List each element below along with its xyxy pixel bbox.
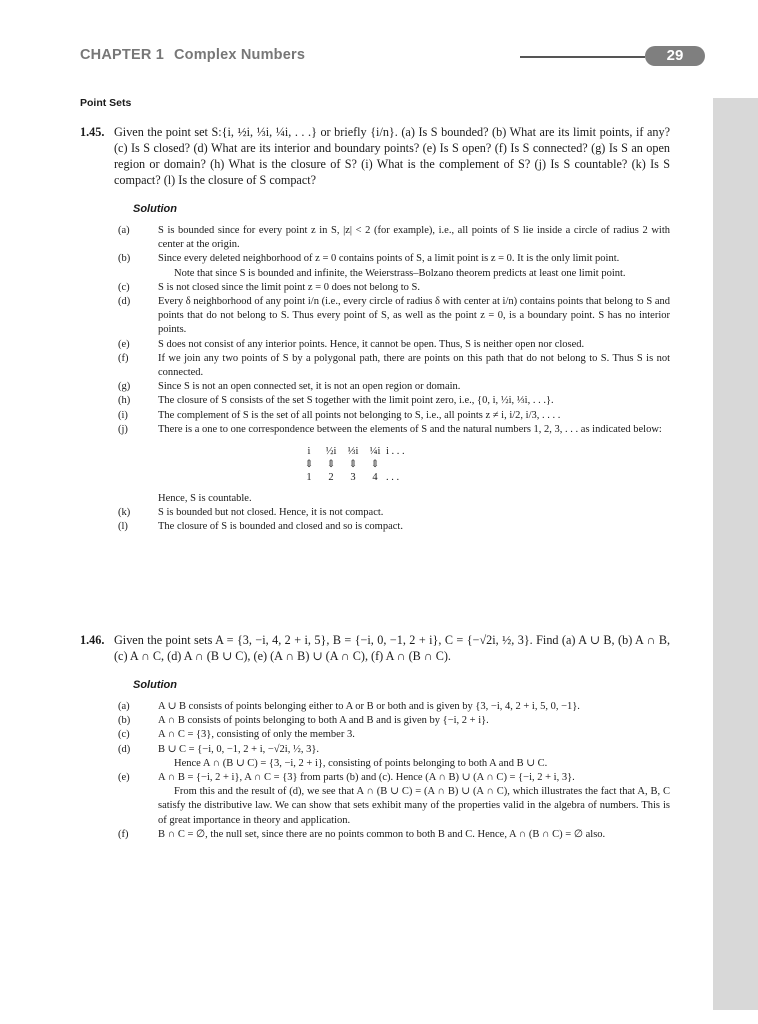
item-text: The complement of S is the set of all points not belonging to S, i.e., all points z ≠ i, i/2, i/3, . . . . [158,409,561,421]
solution-item [118,700,670,714]
problem-number: 1.45. [80,125,105,139]
corr-bottom: 4 [372,472,378,484]
solution-item [118,338,670,352]
chapter-heading [80,47,305,63]
item-text: Hence A ∩ (B ∪ C) = {3, −i, 2 + i}, consisting of points belonging to both A and B ∪ C. [174,757,548,769]
solution-heading-1-46: Solution [133,679,177,691]
item-text: S is bounded since for every point z in S, |z| < 2 (for example), i.e., all points of S lie inside a circle of radius 2 with center at the origin. [158,225,670,251]
corr-bottom: 1 [306,472,312,484]
corr-bottom: . . . [386,472,400,484]
problem-text: Given the point sets A = {3, −i, 4, 2 + i, 5}, B = {−i, 0, −1, 2 + i}, C = {−√2i, ½, 3}. Find (a) A ∪ B, (b) A ∩ B, (c) A ∩ C, (d) A ∩ (B ∪ C), (e) (A ∩ B) ∪ (A ∩ C), (f) A ∩ (B ∩ C). [114,633,670,663]
solution-item [118,757,670,771]
solution-list-1-46 [118,700,670,842]
item-text: Since S is not an open connected set, it is not an open region or domain. [158,381,461,393]
problem-1-46 [80,632,670,664]
item-label: (g) [118,381,131,393]
item-text: A ∩ B consists of points belonging to both A and B and is given by {−i, 2 + i}. [158,715,489,727]
problem-text: Given the point set S:{i, ½i, ⅓i, ¼i, . . .} or briefly {i/n}. (a) Is S bounded? (b) What are its limit points, if any? (c) Is S closed? (d) What are its interior and boundary points? (e) Is S open? (f) Is S connected? (g) Is S an open region or domain? (h) What is the closure of S? (i) What is the complement of S? (j) Is S countable? (k) Is S compact? (l) Is the closure of S compact? [114,125,670,187]
item-label: (b) [118,715,131,727]
solution-heading-1-45: Solution [133,203,177,215]
corr-top: ½i [325,446,337,458]
solution-item [118,714,670,728]
solution-item [118,252,670,266]
correspondence-table [118,445,670,484]
item-text: S is bounded but not closed. Hence, it is not compact. [158,507,384,519]
item-label: (a) [118,701,130,712]
solution-list-1-45 [118,224,670,535]
item-text: B ∪ C = {−i, 0, −1, 2 + i, −√2i, ½, 3}. [158,743,320,755]
item-text: Every δ neighborhood of any point i/n (i.e., every circle of radius δ with center at i/n) contains points that belong to S and points that do not belong to S. Thus every point of S, as well as the point z = 0, is a boundary point. S has no interior points. [158,296,670,336]
corr-arrow: ⇕ [304,459,314,471]
solution-item [118,394,670,408]
corr-top: ⅓i [347,446,359,458]
chapter-title: Complex Numbers [173,47,306,63]
item-label: (d) [118,296,131,308]
solution-item [118,295,670,338]
corr-arrow-empty [386,458,416,471]
page-number: 29 [645,46,705,66]
solution-item [118,506,670,520]
solution-item [118,520,670,534]
solution-item [118,785,670,828]
solution-item [118,828,670,842]
item-label: (h) [118,395,131,407]
corr-arrow: ⇕ [348,459,358,471]
solution-item [118,352,670,380]
solution-item [118,380,670,394]
item-text: If we join any two points of S by a polygonal path, there are points on this path that do not belong to S. Thus S is not connected. [158,352,670,379]
item-text: B ∩ C = ∅, the null set, since there are no points common to both B and C. Hence, A ∩ (B ∩ C) = ∅ also. [158,828,606,840]
item-text: Note that since S is bounded and infinite, the Weierstrass–Bolzano theorem predicts at least one limit point. [174,267,626,279]
item-text: A ∩ B = {−i, 2 + i}, A ∩ C = {3} from parts (b) and (c). Hence (A ∩ B) ∪ (A ∩ C) = {−i, 2 + i, 3}. [158,772,575,784]
item-label: (d) [118,743,131,755]
item-label: (b) [118,253,131,265]
item-text: From this and the result of (d), we see that A ∩ (B ∪ C) = (A ∩ B) ∪ (A ∩ C), which illustrates the fact that A, B, C satisfy the distributive law. We can show that sets exhibit many of the properties valid in the algebra of numbers. This is of great importance in theory and application. [158,786,670,826]
item-text: A ∩ C = {3}, consisting of only the member 3. [158,729,355,741]
solution-item [118,224,670,252]
item-text: S does not consist of any interior points. Hence, it cannot be open. Thus, S is neither open nor closed. [158,338,585,350]
page-header [80,44,684,72]
section-title: Point Sets [80,97,132,109]
item-label: (a) [118,225,130,236]
corr-bottom: 3 [350,472,356,484]
corr-arrow: ⇕ [370,459,380,471]
item-text: The closure of S consists of the set S together with the limit point zero, i.e., {0, i, ½i, ⅓i, . . .}. [158,395,554,407]
item-label: (f) [118,352,129,364]
corr-bottom: 2 [328,472,334,484]
corr-top: ¼i [369,446,381,458]
item-label: (l) [118,521,128,533]
item-label: (e) [118,338,130,350]
item-label: (k) [118,507,131,519]
solution-item [118,492,670,506]
solution-item [118,728,670,742]
item-text: S is not closed since the limit point z = 0 does not belong to S. [158,281,420,293]
item-label: (c) [118,281,130,293]
item-label: (j) [118,423,128,435]
item-text: Hence, S is countable. [158,493,252,505]
side-tab [713,98,758,1010]
solution-item [118,267,670,281]
corr-top: i . . . [386,446,405,458]
solution-item [118,281,670,295]
chapter-label: CHAPTER 1 [80,47,164,63]
item-label: (i) [118,409,128,421]
item-text: The closure of S is bounded and closed and so is compact. [158,521,403,533]
corr-arrow: ⇕ [326,459,336,471]
problem-1-45 [80,124,670,188]
solution-item [118,423,670,437]
item-label: (c) [118,729,130,741]
item-label: (f) [118,828,129,840]
item-text: Since every deleted neighborhood of z = 0 contains points of S, a limit point is z = 0. It is the only limit point. [158,253,620,265]
solution-item [118,409,670,423]
solution-item [118,771,670,785]
header-rule [520,56,645,58]
solution-item [118,743,670,757]
item-text: There is a one to one correspondence between the elements of S and the natural numbers 1, 2, 3, . . . as indicated below: [158,423,662,435]
item-label: (e) [118,772,130,784]
corr-top: i [307,446,311,458]
problem-number: 1.46. [80,633,105,647]
item-text: A ∪ B consists of points belonging either to A or B or both and is given by {3, −i, 4, 2 + i, 5, 0, −1}. [158,701,580,712]
